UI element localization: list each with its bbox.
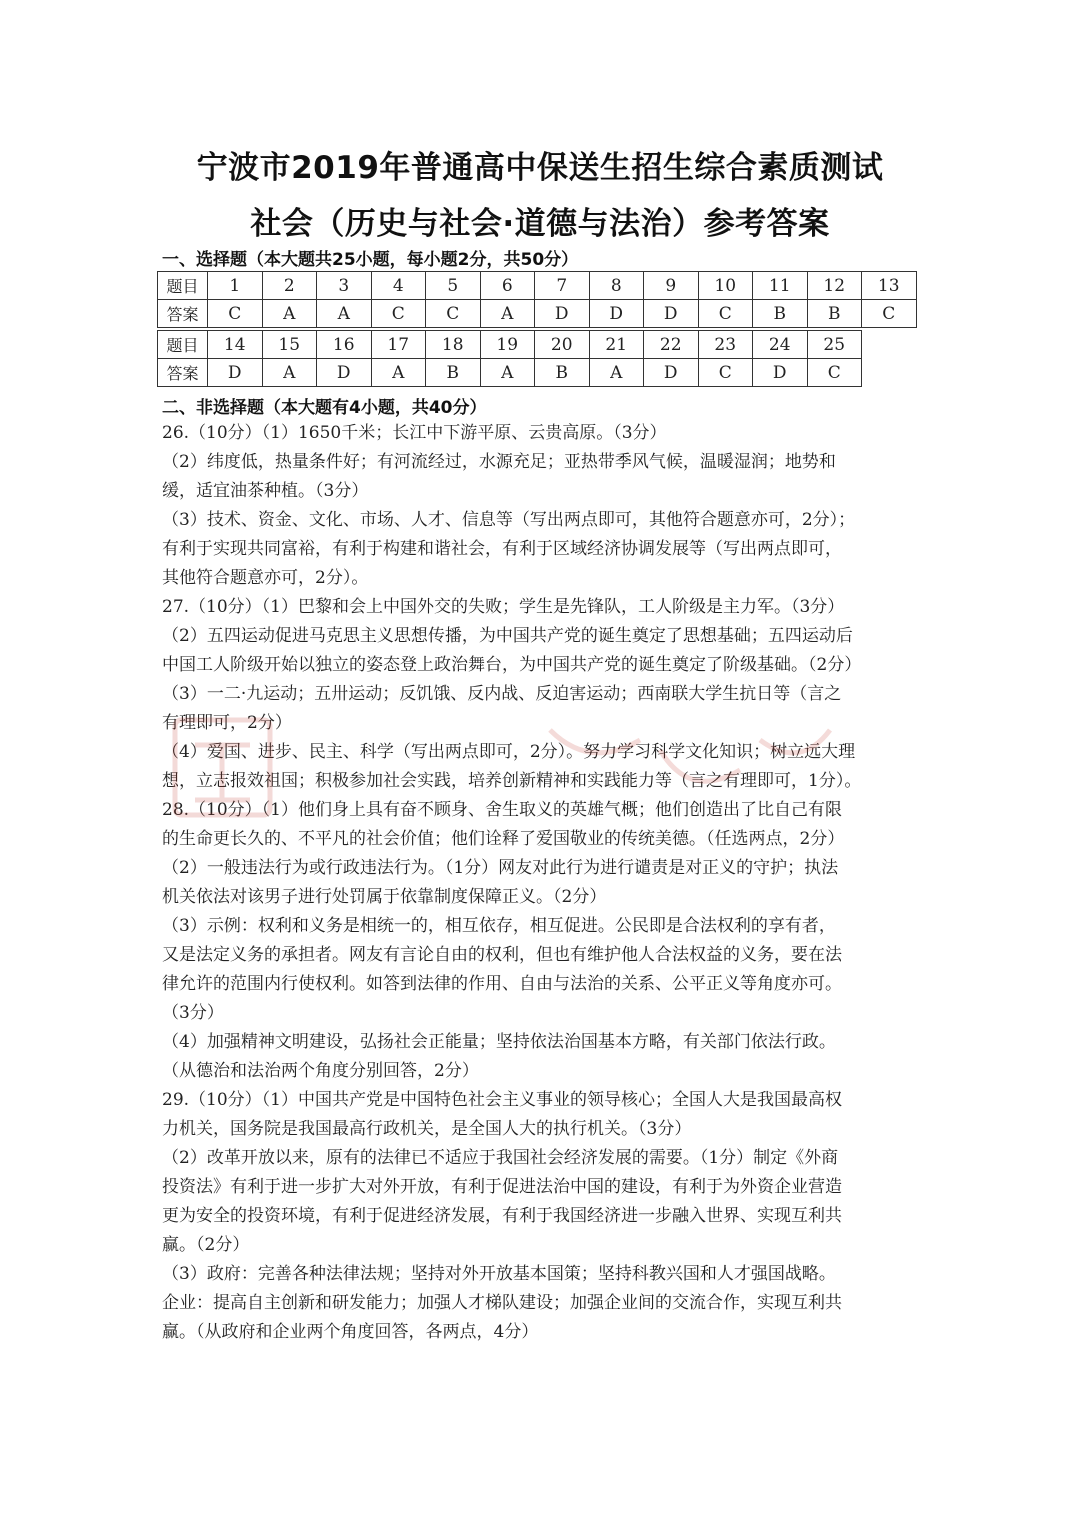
question-cell: 23: [698, 331, 753, 359]
answer-cell: A: [371, 359, 426, 387]
answer-cell: C: [426, 300, 481, 328]
answer-line: 投资法》有利于进一步扩大对外开放，有利于促进法治中国的建设，有利于为外资企业营造: [162, 1177, 842, 1197]
question-row-label: 题目: [158, 331, 208, 359]
answer-cell: C: [862, 300, 917, 328]
answer-cell: D: [208, 359, 263, 387]
answer-line: 缓，适宜油茶种植。（3分）: [162, 481, 369, 501]
question-cell: 7: [535, 272, 590, 300]
answer-line: 28.（10分）（1）他们身上具有奋不顾身、舍生取义的英雄气概；他们创造出了比自己有限: [162, 800, 842, 820]
question-row-label: 题目: [158, 272, 208, 300]
question-cell: 8: [589, 272, 644, 300]
answer-row-label: 答案: [158, 300, 208, 328]
answer-line: 又是法定义务的承担者。网友有言论自由的权利，但也有维护他人合法权益的义务，要在法: [162, 945, 842, 965]
question-cell: 24: [753, 331, 808, 359]
question-cell: 22: [644, 331, 699, 359]
page-subtitle: 社会（历史与社会·道德与法治）参考答案: [250, 206, 830, 242]
answer-line: 26.（10分）（1）1650千米；长江中下游平原、云贵高原。（3分）: [162, 423, 667, 443]
question-cell: 9: [644, 272, 699, 300]
answer-cell: B: [807, 300, 862, 328]
question-cell: 3: [317, 272, 372, 300]
answer-line: （从德治和法治两个角度分别回答，2分）: [162, 1061, 479, 1081]
answer-cell: B: [535, 359, 590, 387]
section1-heading: 一、选择题（本大题共25小题，每小题2分，共50分）: [162, 250, 579, 270]
answer-table-1: [157, 271, 917, 328]
answer-line: 律允许的范围内行使权利。如答到法律的作用、自由与法治的关系、公平正义等角度亦可。: [162, 974, 842, 994]
answer-line: （2）纬度低，热量条件好；有河流经过，水源充足；亚热带季风气候，温暖湿润；地势和: [162, 452, 836, 472]
question-cell: 12: [807, 272, 862, 300]
answer-cell: B: [426, 359, 481, 387]
question-cell: 21: [589, 331, 644, 359]
answer-line: 中国工人阶级开始以独立的姿态登上政治舞台，为中国共产党的诞生奠定了阶级基础。（2分）: [162, 655, 862, 675]
answer-line: （2）五四运动促进马克思主义思想传播，为中国共产党的诞生奠定了思想基础；五四运动后: [162, 626, 853, 646]
answer-line: （2）改革开放以来，原有的法律已不适应于我国社会经济发展的需要。（1分）制定《外商: [162, 1148, 839, 1168]
answer-line: 27.（10分）（1）巴黎和会上中国外交的失败；学生是先锋队，工人阶级是主力军。（3分）: [162, 597, 845, 617]
answer-cell: A: [480, 359, 535, 387]
question-row: [158, 331, 862, 359]
answer-line: 29.（10分）（1）中国共产党是中国特色社会主义事业的领导核心；全国人大是我国最高权: [162, 1090, 842, 1110]
answer-line: （3分）: [162, 1003, 224, 1023]
answer-line: 有理即可，2分）: [162, 713, 292, 733]
question-cell: 14: [208, 331, 263, 359]
answer-line: （4）加强精神文明建设，弘扬社会正能量；坚持依法治国基本方略，有关部门依法行政。: [162, 1032, 836, 1052]
question-cell: 16: [317, 331, 372, 359]
question-cell: 13: [862, 272, 917, 300]
answer-line: （3）示例：权利和义务是相统一的，相互依存，相互促进。公民即是合法权利的享有者，: [162, 916, 836, 936]
answer-line: 想，立志报效祖国；积极参加社会实践，培养创新精神和实践能力等（言之有理即可，1分）。: [162, 771, 862, 791]
answer-cell: C: [807, 359, 862, 387]
answer-line: 企业：提高自主创新和研发能力；加强人才梯队建设；加强企业间的交流合作，实现互利共: [162, 1293, 842, 1313]
answer-line: （3）技术、资金、文化、市场、人才、信息等（写出两点即可，其他符合题意亦可，2分）；: [162, 510, 856, 530]
question-cell: 18: [426, 331, 481, 359]
question-cell: 15: [262, 331, 317, 359]
answer-cell: D: [644, 359, 699, 387]
answer-cell: D: [753, 359, 808, 387]
answer-cell: A: [262, 300, 317, 328]
answer-text-body: [162, 419, 922, 1347]
question-cell: 11: [753, 272, 808, 300]
section2-heading: 二、非选择题（本大题有4小题，共40分）: [162, 398, 487, 418]
answer-line: 其他符合题意亦可，2分）。: [162, 568, 369, 588]
question-row: [158, 272, 917, 300]
question-cell: 25: [807, 331, 862, 359]
question-cell: 19: [480, 331, 535, 359]
answer-cell: C: [371, 300, 426, 328]
answer-line: 赢。（从政府和企业两个角度回答，各两点，4分）: [162, 1322, 539, 1342]
answer-row-label: 答案: [158, 359, 208, 387]
answer-line: （3）政府：完善各种法律法规；坚持对外开放基本国策；坚持科教兴国和人才强国战略。: [162, 1264, 836, 1284]
answer-table-2: [157, 330, 862, 387]
question-cell: 2: [262, 272, 317, 300]
question-cell: 20: [535, 331, 590, 359]
answer-line: 力机关，国务院是我国最高行政机关，是全国人大的执行机关。（3分）: [162, 1119, 692, 1139]
answer-cell: D: [535, 300, 590, 328]
answer-cell: A: [317, 300, 372, 328]
question-cell: 17: [371, 331, 426, 359]
answer-cell: D: [644, 300, 699, 328]
answer-cell: A: [480, 300, 535, 328]
answer-line: 赢。（2分）: [162, 1235, 250, 1255]
question-cell: 6: [480, 272, 535, 300]
answer-row: [158, 359, 862, 387]
question-cell: 5: [426, 272, 481, 300]
answer-cell: C: [208, 300, 263, 328]
answer-cell: B: [753, 300, 808, 328]
answer-cell: C: [698, 300, 753, 328]
answer-cell: D: [589, 300, 644, 328]
answer-cell: A: [589, 359, 644, 387]
answer-line: （4）爱国、进步、民主、科学（写出两点即可，2分）。努力学习科学文化知识；树立远大理: [162, 742, 856, 762]
page-title: 宁波市2019年普通高中保送生招生综合素质测试: [196, 150, 884, 186]
question-cell: 10: [698, 272, 753, 300]
answer-cell: C: [698, 359, 753, 387]
answer-line: 的生命更长久的、不平凡的社会价值；他们诠释了爱国敬业的传统美德。（任选两点，2分）: [162, 829, 845, 849]
answer-line: 更为安全的投资环境，有利于促进经济发展，有利于我国经济进一步融入世界、实现互利共: [162, 1206, 842, 1226]
answer-line: （2）一般违法行为或行政违法行为。（1分）网友对此行为进行谴责是对正义的守护；执法: [162, 858, 839, 878]
answer-line: （3）一二·九运动；五卅运动；反饥饿、反内战、反迫害运动；西南联大学生抗日等（言之: [162, 684, 842, 704]
answer-cell: A: [262, 359, 317, 387]
question-cell: 4: [371, 272, 426, 300]
answer-line: 有利于实现共同富裕，有利于构建和谐社会，有利于区域经济协调发展等（写出两点即可，: [162, 539, 842, 559]
answer-cell: D: [317, 359, 372, 387]
answer-line: 机关依法对该男子进行处罚属于依靠制度保障正义。（2分）: [162, 887, 607, 907]
question-cell: 1: [208, 272, 263, 300]
answer-row: [158, 300, 917, 328]
